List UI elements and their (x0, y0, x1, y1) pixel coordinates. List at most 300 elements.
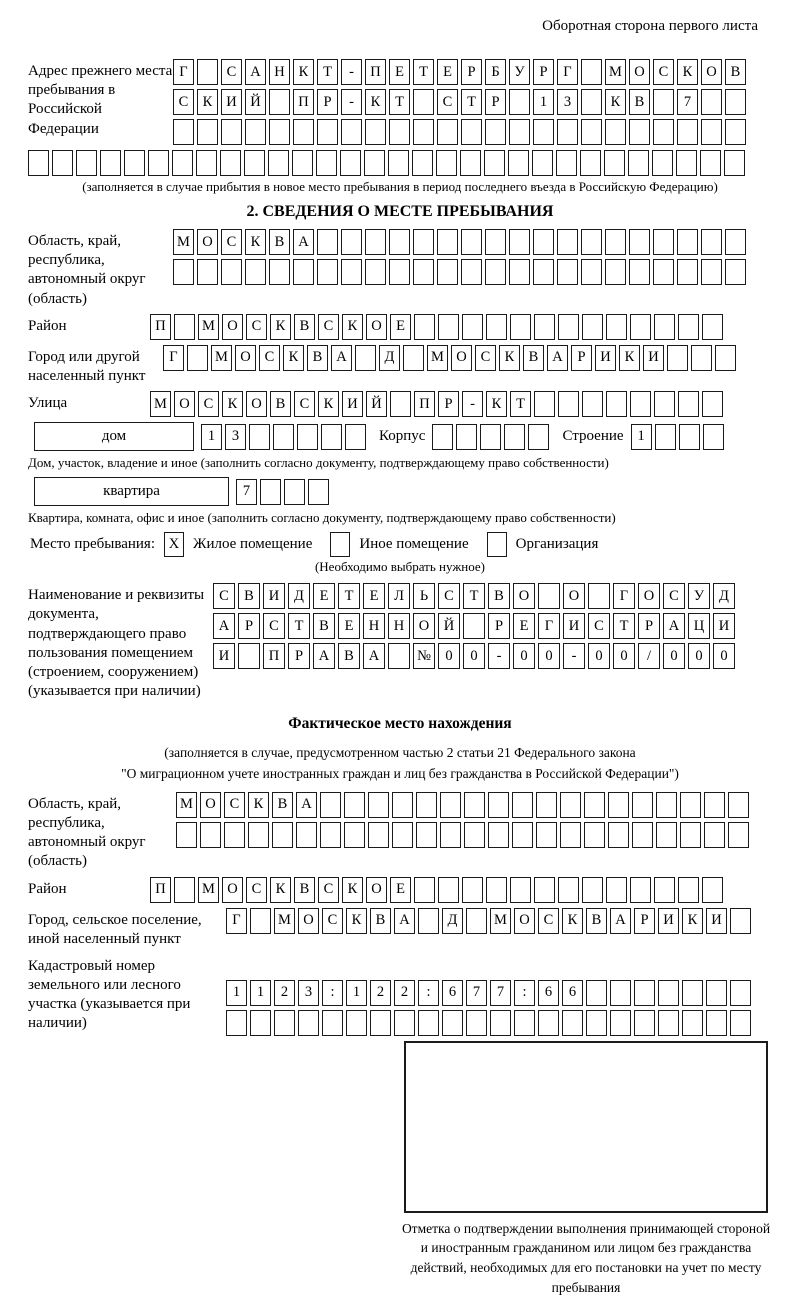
field-prev-address (28, 59, 772, 145)
char-row (432, 424, 549, 450)
char-cell (321, 424, 342, 450)
char-cell: К (222, 391, 243, 417)
actual-location-note-line2: "О миграционном учете иностранных граждан и лиц без гражданства в Российской Федерации") (121, 765, 679, 781)
actual-location-note (28, 743, 772, 784)
char-cell (557, 229, 578, 255)
char-cell: О (629, 59, 650, 85)
char-cell: 1 (226, 980, 247, 1006)
char-cell: 0 (513, 643, 535, 669)
char-cell (196, 150, 217, 176)
apartment-label-box: квартира (34, 477, 229, 506)
char-cell: А (547, 345, 568, 371)
cadastral-label: Кадастровый номер земельного или лесного участка (указывается при наличии) (28, 957, 191, 1032)
char-cell: М (150, 391, 171, 417)
char-cell: Р (488, 613, 510, 639)
char-cell (558, 877, 579, 903)
char-cell (514, 1010, 535, 1036)
char-cell: 6 (538, 980, 559, 1006)
char-cell: О (413, 613, 435, 639)
back-side-note: Оборотная сторона первого листа (542, 18, 758, 34)
char-cell (725, 229, 746, 255)
char-cell: 0 (713, 643, 735, 669)
char-cell: М (605, 59, 626, 85)
char-cell: С (224, 792, 245, 818)
char-cell (463, 613, 485, 639)
char-cell: 1 (631, 424, 652, 450)
char-cell (656, 822, 677, 848)
option-other-premises-label: Иное помещение (359, 536, 469, 553)
checkbox-organization (487, 532, 507, 557)
char-cell (724, 150, 745, 176)
char-cell: С (318, 314, 339, 340)
char-cell (345, 424, 366, 450)
char-cell: А (394, 908, 415, 934)
char-cell (604, 150, 625, 176)
char-cell (317, 229, 338, 255)
stamp-box (404, 1041, 768, 1213)
char-cell (250, 908, 271, 934)
char-cell (488, 822, 509, 848)
char-cell (346, 1010, 367, 1036)
char-cell: В (370, 908, 391, 934)
char-cell: И (643, 345, 664, 371)
char-cell: 2 (274, 980, 295, 1006)
char-cell (532, 150, 553, 176)
char-cell: С (246, 877, 267, 903)
char-cell: К (605, 89, 626, 115)
char-cell (389, 119, 410, 145)
char-cell (394, 1010, 415, 1036)
char-cell: Т (463, 583, 485, 609)
apartment-note: Квартира, комната, офис и иное (заполнить согласно документу, подтверждающему право собственности) (28, 510, 616, 526)
char-cell: С (246, 314, 267, 340)
char-cell (691, 345, 712, 371)
char-cell (701, 119, 722, 145)
char-cell: 0 (688, 643, 710, 669)
char-cell (677, 229, 698, 255)
char-cell (557, 259, 578, 285)
char-cell (702, 877, 723, 903)
char-row (631, 424, 724, 450)
char-cell (292, 150, 313, 176)
char-cell: В (294, 314, 315, 340)
char-cell: К (365, 89, 386, 115)
char-cell: О (513, 583, 535, 609)
char-cell (715, 345, 736, 371)
char-cell: Т (288, 613, 310, 639)
char-cell (389, 259, 410, 285)
char-cell (197, 59, 218, 85)
char-cell (700, 150, 721, 176)
char-cell (76, 150, 97, 176)
char-cell: Т (389, 89, 410, 115)
char-cell (368, 792, 389, 818)
char-row (201, 424, 366, 450)
char-cell (653, 89, 674, 115)
char-cell (630, 877, 651, 903)
char-cell: К (346, 908, 367, 934)
field-document (28, 583, 772, 701)
char-cell: С (221, 59, 242, 85)
char-cell: 0 (613, 643, 635, 669)
char-cell (462, 314, 483, 340)
char-cell (28, 150, 49, 176)
char-cell: 3 (225, 424, 246, 450)
char-cell (464, 792, 485, 818)
char-cell (584, 792, 605, 818)
char-cell (634, 1010, 655, 1036)
char-cell (308, 479, 329, 505)
char-cell (629, 119, 650, 145)
char-cell: Т (317, 59, 338, 85)
char-cell (317, 119, 338, 145)
char-cell: Н (363, 613, 385, 639)
char-cell (269, 119, 290, 145)
char-cell: Д (713, 583, 735, 609)
char-cell (124, 150, 145, 176)
char-cell (533, 119, 554, 145)
char-cell (677, 259, 698, 285)
actual-location-title: Фактическое место нахождения (288, 715, 512, 733)
char-cell: О (514, 908, 535, 934)
char-cell: П (365, 59, 386, 85)
char-cell (728, 822, 749, 848)
char-cell: - (341, 89, 362, 115)
char-cell: Н (269, 59, 290, 85)
char-cell: К (293, 59, 314, 85)
char-cell (706, 1010, 727, 1036)
char-cell: С (198, 391, 219, 417)
char-cell (341, 119, 362, 145)
char-cell (176, 822, 197, 848)
char-cell (442, 1010, 463, 1036)
field-district (28, 314, 772, 340)
char-cell: К (342, 877, 363, 903)
char-cell (413, 89, 434, 115)
char-cell (509, 259, 530, 285)
char-cell (403, 345, 424, 371)
char-cell (418, 908, 439, 934)
char-row (150, 391, 723, 417)
char-cell: Б (485, 59, 506, 85)
char-cell: Г (173, 59, 194, 85)
char-cell: Г (557, 59, 578, 85)
char-cell (284, 479, 305, 505)
char-cell (462, 877, 483, 903)
char-cell (364, 150, 385, 176)
char-cell (244, 150, 265, 176)
char-cell (200, 822, 221, 848)
char-cell: : (514, 980, 535, 1006)
char-cell (676, 150, 697, 176)
char-cell (414, 877, 435, 903)
char-cell (221, 119, 242, 145)
char-cell (148, 150, 169, 176)
char-cell (702, 314, 723, 340)
char-cell (436, 150, 457, 176)
char-cell (172, 150, 193, 176)
char-cell: И (263, 583, 285, 609)
char-cell: Й (366, 391, 387, 417)
char-cell (608, 822, 629, 848)
char-cell: С (538, 908, 559, 934)
char-cell (582, 314, 603, 340)
char-cell: Т (461, 89, 482, 115)
char-cell (268, 150, 289, 176)
char-cell: М (274, 908, 295, 934)
char-cell: 2 (394, 980, 415, 1006)
char-cell (581, 59, 602, 85)
char-cell (582, 877, 603, 903)
char-cell: С (653, 59, 674, 85)
char-cell: С (263, 613, 285, 639)
region-label: Область, край, республика, автономный округ (область) (28, 233, 146, 307)
char-cell (390, 391, 411, 417)
char-cell (509, 119, 530, 145)
char-cell (538, 1010, 559, 1036)
char-row (226, 980, 751, 1006)
char-row (28, 150, 772, 176)
char-cell (392, 822, 413, 848)
stamp-area (400, 1041, 772, 1297)
char-cell: 7 (236, 479, 257, 505)
stroenie-label: Строение (562, 428, 624, 445)
char-cell: Г (163, 345, 184, 371)
char-cell (197, 119, 218, 145)
actual-district-label: Район (28, 880, 67, 897)
char-cell: Н (388, 613, 410, 639)
char-cell: А (293, 229, 314, 255)
char-cell: Д (379, 345, 400, 371)
char-cell (437, 259, 458, 285)
char-cell (344, 822, 365, 848)
char-cell (512, 822, 533, 848)
char-cell (653, 229, 674, 255)
char-cell (558, 314, 579, 340)
actual-region-label: Область, край, республика, автономный округ (область) (28, 795, 146, 870)
char-cell: Р (438, 391, 459, 417)
char-cell: В (488, 583, 510, 609)
char-cell (682, 980, 703, 1006)
char-cell: 7 (677, 89, 698, 115)
char-cell (488, 792, 509, 818)
char-cell (510, 877, 531, 903)
field-city (28, 345, 772, 386)
char-cell (490, 1010, 511, 1036)
char-cell (250, 1010, 271, 1036)
char-cell (658, 980, 679, 1006)
char-cell (628, 150, 649, 176)
char-cell (293, 259, 314, 285)
prev-address-overflow-row (28, 150, 772, 176)
char-cell (432, 424, 453, 450)
char-cell (610, 980, 631, 1006)
char-cell: К (270, 877, 291, 903)
char-cell: Е (390, 314, 411, 340)
char-cell (413, 259, 434, 285)
char-cell: С (437, 89, 458, 115)
char-cell (480, 424, 501, 450)
option-residential-label: Жилое помещение (193, 536, 313, 553)
char-cell (606, 877, 627, 903)
char-cell: 0 (438, 643, 460, 669)
char-cell: П (150, 877, 171, 903)
char-cell (370, 1010, 391, 1036)
char-cell: Л (388, 583, 410, 609)
char-cell: 3 (298, 980, 319, 1006)
char-cell (512, 792, 533, 818)
char-cell: 6 (442, 980, 463, 1006)
char-cell (667, 345, 688, 371)
char-cell: К (197, 89, 218, 115)
char-cell (509, 229, 530, 255)
char-cell: С (213, 583, 235, 609)
char-cell (605, 119, 626, 145)
char-cell (586, 980, 607, 1006)
char-cell: О (366, 877, 387, 903)
char-cell: 6 (562, 980, 583, 1006)
char-cell (678, 391, 699, 417)
char-cell: Р (485, 89, 506, 115)
char-cell: С (318, 877, 339, 903)
char-cell (412, 150, 433, 176)
char-cell: И (706, 908, 727, 934)
char-cell (588, 583, 610, 609)
char-cell: И (713, 613, 735, 639)
char-cell: К (283, 345, 304, 371)
char-cell (630, 314, 651, 340)
char-cell (174, 877, 195, 903)
prev-address-label: Адрес прежнего места пребывания в Российской Федерации (28, 63, 173, 137)
char-cell: А (313, 643, 335, 669)
char-cell (632, 792, 653, 818)
char-cell: В (629, 89, 650, 115)
char-cell: Г (538, 613, 560, 639)
char-cell: С (294, 391, 315, 417)
char-cell (581, 119, 602, 145)
char-cell (389, 229, 410, 255)
char-cell (701, 259, 722, 285)
char-cell (245, 119, 266, 145)
char-cell: Е (363, 583, 385, 609)
char-cell: М (173, 229, 194, 255)
char-cell (658, 1010, 679, 1036)
char-cell (197, 259, 218, 285)
char-cell: К (677, 59, 698, 85)
char-cell (413, 229, 434, 255)
char-cell (533, 229, 554, 255)
char-cell (485, 119, 506, 145)
char-cell: 1 (346, 980, 367, 1006)
char-cell (706, 980, 727, 1006)
char-cell (655, 424, 676, 450)
char-cell (173, 119, 194, 145)
char-cell: П (263, 643, 285, 669)
char-cell (679, 424, 700, 450)
char-cell: 0 (463, 643, 485, 669)
char-cell (100, 150, 121, 176)
char-cell (296, 822, 317, 848)
char-cell (320, 822, 341, 848)
char-cell: О (222, 314, 243, 340)
char-cell: К (342, 314, 363, 340)
checkbox-residential: X (164, 532, 184, 557)
char-cell (486, 314, 507, 340)
char-cell (388, 643, 410, 669)
char-cell: У (509, 59, 530, 85)
char-cell: В (294, 877, 315, 903)
char-cell: Ц (688, 613, 710, 639)
char-cell (629, 229, 650, 255)
char-cell: К (682, 908, 703, 934)
char-cell: Р (317, 89, 338, 115)
char-cell (654, 314, 675, 340)
char-cell: А (296, 792, 317, 818)
char-cell (341, 229, 362, 255)
char-cell (466, 908, 487, 934)
char-cell: В (725, 59, 746, 85)
char-cell (461, 229, 482, 255)
char-cell: 0 (588, 643, 610, 669)
char-cell (316, 150, 337, 176)
char-cell: 7 (466, 980, 487, 1006)
char-cell (534, 877, 555, 903)
char-row (213, 613, 735, 639)
house-note: Дом, участок, владение и иное (заполнить согласно документу, подтверждающему право собственности) (28, 455, 609, 471)
char-cell (725, 89, 746, 115)
char-cell (273, 424, 294, 450)
korpus-label: Корпус (379, 428, 426, 445)
char-cell (606, 391, 627, 417)
char-cell (248, 822, 269, 848)
char-cell (653, 119, 674, 145)
street-label: Улица (28, 395, 68, 412)
char-cell (297, 424, 318, 450)
char-cell: И (221, 89, 242, 115)
char-cell: 3 (557, 89, 578, 115)
char-cell (298, 1010, 319, 1036)
char-cell: О (701, 59, 722, 85)
char-cell (632, 822, 653, 848)
char-cell (485, 229, 506, 255)
char-cell: С (322, 908, 343, 934)
char-cell (605, 259, 626, 285)
char-cell (584, 822, 605, 848)
char-cell: Й (438, 613, 460, 639)
char-cell: И (658, 908, 679, 934)
char-cell: М (198, 877, 219, 903)
char-cell: А (245, 59, 266, 85)
char-cell: В (272, 792, 293, 818)
char-cell: В (238, 583, 260, 609)
char-cell: 7 (490, 980, 511, 1006)
char-cell: М (427, 345, 448, 371)
char-cell: Е (390, 877, 411, 903)
char-cell: В (523, 345, 544, 371)
char-cell (413, 119, 434, 145)
char-cell: С (588, 613, 610, 639)
char-cell (534, 314, 555, 340)
char-cell (634, 980, 655, 1006)
field-actual-district (28, 877, 772, 903)
char-cell: - (563, 643, 585, 669)
char-cell (320, 792, 341, 818)
char-cell: Д (442, 908, 463, 934)
char-cell: О (366, 314, 387, 340)
char-cell (460, 150, 481, 176)
char-cell (728, 792, 749, 818)
char-cell (509, 89, 530, 115)
